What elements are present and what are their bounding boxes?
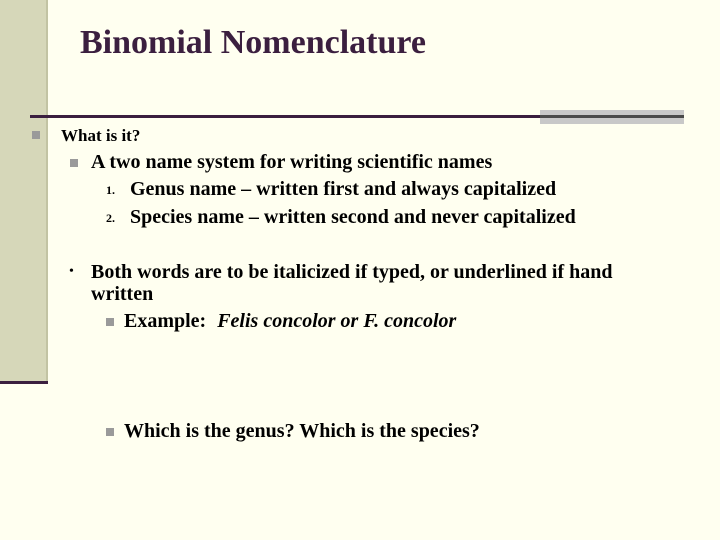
bullet-what-is-it: What is it? — [61, 126, 141, 145]
example-line — [124, 310, 456, 333]
bullet-definition: A two name system for writing scientific names — [91, 151, 493, 173]
dot-bullet-icon: • — [69, 264, 74, 279]
italicize-rule-line2: written — [91, 283, 154, 305]
italicize-rule-line1: Both words are to be italicized if typed, or underlined if hand — [91, 261, 613, 283]
left-decor-edge — [46, 0, 48, 384]
square-bullet-icon — [32, 131, 40, 139]
square-bullet-icon — [70, 159, 78, 167]
question-line: Which is the genus? Which is the species? — [124, 420, 480, 442]
title-rule-accent-line — [540, 115, 684, 118]
list-item-species: Species name – written second and never capitalized — [130, 206, 576, 228]
list-number: 1. — [106, 183, 115, 197]
left-decor-line — [0, 381, 48, 384]
example-italic: Felis concolor or F. concolor — [217, 310, 457, 332]
title-rule — [30, 115, 540, 118]
list-number: 2. — [106, 211, 115, 225]
square-bullet-icon — [106, 428, 114, 436]
example-label: Example: — [124, 310, 212, 332]
list-item-genus: Genus name – written first and always capitalized — [130, 178, 557, 200]
square-bullet-icon — [106, 318, 114, 326]
left-decor-band — [0, 0, 46, 384]
slide-title: Binomial Nomenclature — [80, 24, 426, 61]
